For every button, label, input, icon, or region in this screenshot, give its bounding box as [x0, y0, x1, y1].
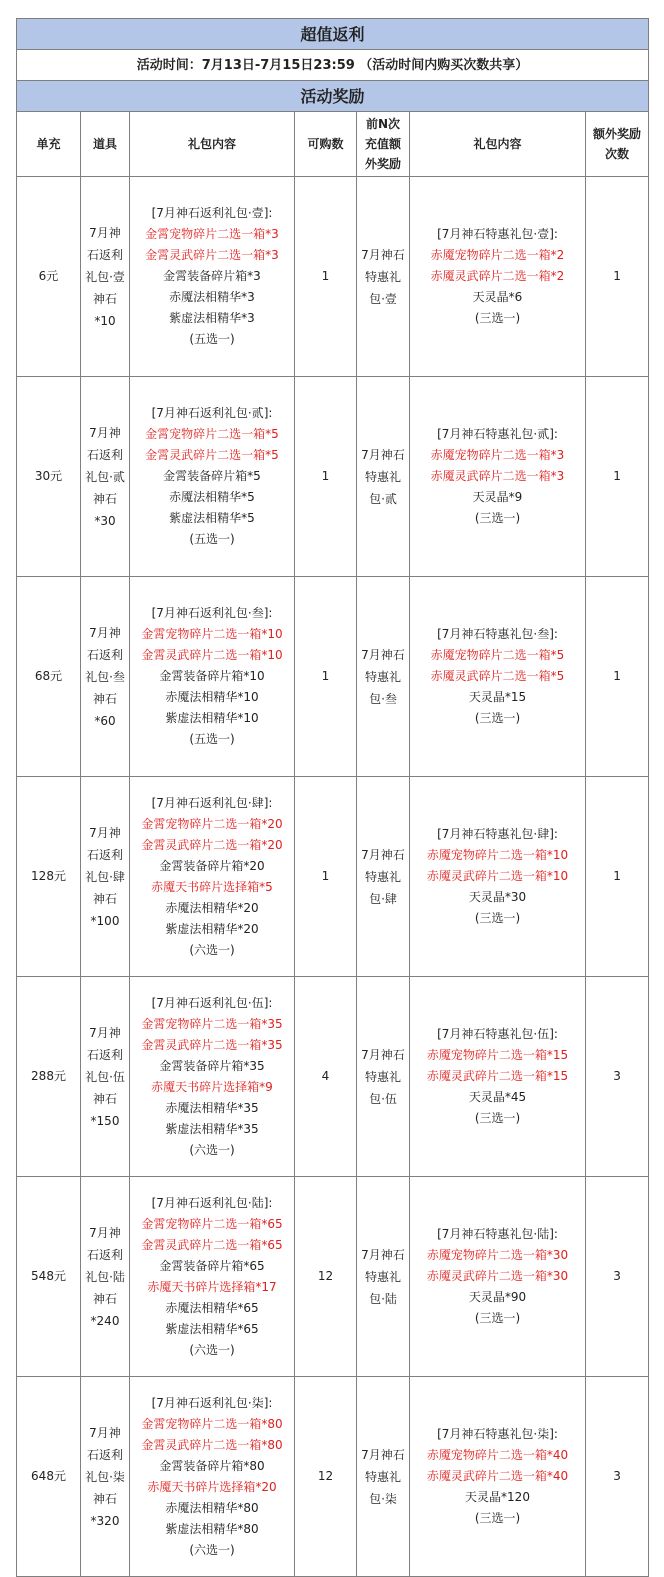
content-line: 金霄灵武碎片二选一箱*65 [141, 1237, 283, 1252]
content-line: (五选一) [189, 732, 235, 746]
extra-content-line: 赤魇宠物碎片二选一箱*15 [426, 1048, 569, 1062]
extra-cell [357, 377, 410, 577]
content-line: (六选一) [189, 942, 235, 957]
content-line: 金霄灵武碎片二选一箱*10 [141, 648, 283, 662]
limit-cell: 1 [295, 777, 357, 977]
content-line: 赤魇天书碎片选择箱*20 [147, 1479, 277, 1494]
price-cell: 288元 [17, 977, 81, 1177]
extra-times-cell: 1 [586, 177, 649, 377]
extra-content-line: [7月神石特惠礼包·柒]: [437, 1427, 558, 1441]
extra-content-line: (三选一) [474, 1511, 521, 1525]
price-cell: 30元 [17, 377, 81, 577]
extra-content-cell [410, 1377, 586, 1577]
extra-name: 7月神石特惠礼包·叁 [361, 647, 405, 706]
extra-content-line: 赤魇宠物碎片二选一箱*40 [426, 1448, 569, 1462]
content-line: 金霄装备碎片箱*10 [159, 669, 265, 683]
price-cell: 68元 [17, 577, 81, 777]
price-cell: 6元 [17, 177, 81, 377]
content-line: 金霄灵武碎片二选一箱*80 [141, 1437, 283, 1452]
content-line: 紫虚法相精华*65 [165, 1321, 259, 1336]
limit-cell: 12 [295, 1377, 357, 1577]
extra-content-line: 天灵晶*90 [468, 1290, 527, 1304]
content-cell [130, 577, 295, 777]
limit-cell: 1 [295, 377, 357, 577]
header-content: 礼包内容 [130, 112, 295, 177]
content-line: 赤魇法相精华*80 [165, 1500, 259, 1515]
item-cell [81, 977, 130, 1177]
limit-cell: 1 [295, 577, 357, 777]
extra-cell [357, 1177, 410, 1377]
content-line: 赤魇法相精华*35 [165, 1100, 259, 1115]
extra-content-line: 赤魇宠物碎片二选一箱*30 [426, 1248, 569, 1262]
extra-times-cell: 1 [586, 777, 649, 977]
content-line: 金霄灵武碎片二选一箱*20 [141, 837, 283, 852]
item-cell [81, 1177, 130, 1377]
page-title: 超值返利 [17, 19, 649, 50]
content-line: [7月神石返利礼包·陆]: [151, 1195, 273, 1210]
extra-content-line: 赤魇灵武碎片二选一箱*10 [426, 869, 569, 883]
content-line: 金霄宠物碎片二选一箱*65 [141, 1216, 283, 1231]
content-line: 紫虚法相精华*20 [165, 921, 259, 936]
limit-cell: 4 [295, 977, 357, 1177]
extra-content-line: 天灵晶*120 [465, 1490, 530, 1504]
extra-content-line: 赤魇灵武碎片二选一箱*2 [430, 269, 565, 283]
content-line: 金霄宠物碎片二选一箱*3 [145, 227, 279, 241]
extra-times-cell: 1 [586, 377, 649, 577]
section-title: 活动奖励 [17, 81, 649, 112]
extra-content-line: 赤魇宠物碎片二选一箱*3 [430, 448, 565, 462]
extra-content-line: [7月神石特惠礼包·叁]: [437, 627, 558, 641]
content-line: (五选一) [189, 332, 235, 346]
content-line: (五选一) [189, 532, 235, 546]
header-recharge: 单充 [17, 112, 81, 177]
extra-content-line: 赤魇宠物碎片二选一箱*5 [430, 648, 565, 662]
header-row [17, 112, 649, 177]
extra-content-line: (三选一) [474, 1311, 521, 1325]
content-line: 紫虚法相精华*35 [165, 1121, 259, 1136]
extra-content-line: (三选一) [474, 911, 521, 925]
extra-content-cell [410, 1177, 586, 1377]
content-cell [130, 1377, 295, 1577]
content-line: [7月神石返利礼包·伍]: [151, 995, 273, 1010]
extra-content-line: [7月神石特惠礼包·陆]: [437, 1227, 558, 1241]
extra-content-cell [410, 377, 586, 577]
extra-name: 7月神石特惠礼包·肆 [361, 847, 405, 906]
table-row [17, 1377, 649, 1577]
content-line: 赤魇法相精华*20 [165, 900, 259, 915]
content-line: 赤魇天书碎片选择箱*17 [147, 1279, 277, 1294]
price-cell: 128元 [17, 777, 81, 977]
item-cell [81, 777, 130, 977]
header-extra [357, 112, 410, 177]
extra-content-line: 天灵晶*9 [472, 490, 523, 504]
content-cell [130, 1177, 295, 1377]
content-line: 金霄宠物碎片二选一箱*35 [141, 1016, 283, 1031]
content-line: 紫虚法相精华*10 [165, 711, 259, 725]
content-line: (六选一) [189, 1142, 235, 1157]
content-line: 赤魇天书碎片选择箱*5 [151, 879, 273, 894]
extra-times-cell: 3 [586, 977, 649, 1177]
extra-times-cell: 3 [586, 1377, 649, 1577]
extra-cell [357, 1377, 410, 1577]
extra-content-line: 天灵晶*45 [468, 1090, 527, 1104]
table-row [17, 577, 649, 777]
extra-name: 7月神石特惠礼包·柒 [361, 1447, 405, 1506]
item-cell [81, 1377, 130, 1577]
content-line: 金霄灵武碎片二选一箱*35 [141, 1037, 283, 1052]
content-line: 金霄装备碎片箱*35 [159, 1058, 265, 1073]
table-row [17, 1177, 649, 1377]
content-line: 金霄灵武碎片二选一箱*5 [145, 448, 279, 462]
item-cell [81, 377, 130, 577]
price-cell: 648元 [17, 1377, 81, 1577]
header-extra-text: 前N次充值额外奖励 [364, 117, 401, 171]
content-cell [130, 177, 295, 377]
extra-name: 7月神石特惠礼包·陆 [361, 1247, 405, 1306]
content-line: 金霄宠物碎片二选一箱*20 [141, 816, 283, 831]
extra-content-line: (三选一) [474, 311, 521, 325]
item-name: 7月神石返利礼包·贰神石*30 [85, 425, 125, 528]
item-cell [81, 177, 130, 377]
extra-name: 7月神石特惠礼包·伍 [361, 1047, 405, 1106]
extra-content-line: [7月神石特惠礼包·伍]: [437, 1027, 558, 1041]
table-row [17, 177, 649, 377]
table-row [17, 977, 649, 1177]
content-line: 赤魇法相精华*3 [169, 290, 255, 304]
content-cell [130, 377, 295, 577]
extra-content-line: 赤魇宠物碎片二选一箱*10 [426, 848, 569, 862]
table-row [17, 777, 649, 977]
item-name: 7月神石返利礼包·叁神石*60 [85, 625, 125, 728]
content-line: 金霄宠物碎片二选一箱*5 [145, 427, 279, 441]
content-line: [7月神石返利礼包·壹]: [151, 206, 273, 220]
activity-time: 活动时间：7月13日-7月15日23:59 （活动时间内购买次数共享） [17, 50, 649, 81]
content-line: 金霄灵武碎片二选一箱*3 [145, 248, 279, 262]
content-line: [7月神石返利礼包·肆]: [151, 795, 273, 810]
extra-times-cell: 1 [586, 577, 649, 777]
content-line: (六选一) [189, 1542, 235, 1557]
extra-content-line: [7月神石特惠礼包·壹]: [437, 227, 558, 241]
extra-content-line: 赤魇灵武碎片二选一箱*5 [430, 669, 565, 683]
header-limit: 可购数 [295, 112, 357, 177]
extra-content-line: [7月神石特惠礼包·肆]: [437, 827, 558, 841]
item-cell [81, 577, 130, 777]
content-line: 紫虚法相精华*80 [165, 1521, 259, 1536]
extra-content-line: (三选一) [474, 511, 521, 525]
item-name: 7月神石返利礼包·肆神石*100 [85, 825, 125, 928]
item-name: 7月神石返利礼包·伍神石*150 [85, 1025, 125, 1128]
content-line: 赤魇法相精华*10 [165, 690, 259, 704]
extra-content-cell [410, 177, 586, 377]
content-line: [7月神石返利礼包·柒]: [151, 1395, 273, 1410]
extra-content-line: 赤魇灵武碎片二选一箱*3 [430, 469, 565, 483]
extra-cell [357, 577, 410, 777]
extra-content-line: (三选一) [474, 1111, 521, 1125]
extra-content-line: 赤魇宠物碎片二选一箱*2 [430, 248, 565, 262]
extra-content-line: 赤魇灵武碎片二选一箱*40 [426, 1469, 569, 1483]
limit-cell: 12 [295, 1177, 357, 1377]
extra-cell [357, 977, 410, 1177]
content-line: 赤魇法相精华*65 [165, 1300, 259, 1315]
content-line: 赤魇天书碎片选择箱*9 [151, 1079, 273, 1094]
extra-name: 7月神石特惠礼包·贰 [361, 447, 405, 506]
content-line: 金霄装备碎片箱*80 [159, 1458, 265, 1473]
extra-cell [357, 177, 410, 377]
content-line: 紫虚法相精华*3 [169, 311, 255, 325]
content-line: 金霄装备碎片箱*3 [163, 269, 261, 283]
extra-content-line: 天灵晶*30 [468, 890, 527, 904]
header-extra-content: 礼包内容 [410, 112, 586, 177]
content-cell [130, 777, 295, 977]
content-line: 金霄宠物碎片二选一箱*80 [141, 1416, 283, 1431]
content-line: [7月神石返利礼包·贰]: [151, 406, 273, 420]
content-cell [130, 977, 295, 1177]
content-line: 赤魇法相精华*5 [169, 490, 255, 504]
content-line: (六选一) [189, 1342, 235, 1357]
extra-content-cell [410, 977, 586, 1177]
content-line: [7月神石返利礼包·叁]: [151, 606, 273, 620]
extra-cell [357, 777, 410, 977]
header-item: 道具 [81, 112, 130, 177]
extra-content-line: 赤魇灵武碎片二选一箱*30 [426, 1269, 569, 1283]
item-name: 7月神石返利礼包·壹神石*10 [85, 225, 125, 328]
header-extra-times-text: 额外奖励次数 [593, 127, 642, 161]
extra-content-line: 天灵晶*15 [468, 690, 527, 704]
extra-content-line: 天灵晶*6 [472, 290, 523, 304]
content-line: 金霄装备碎片箱*5 [163, 469, 261, 483]
extra-content-line: (三选一) [474, 711, 521, 725]
extra-content-cell [410, 577, 586, 777]
extra-times-cell: 3 [586, 1177, 649, 1377]
extra-content-cell [410, 777, 586, 977]
extra-content-line: 赤魇灵武碎片二选一箱*15 [426, 1069, 569, 1083]
content-line: 金霄宠物碎片二选一箱*10 [141, 627, 283, 641]
table-row [17, 377, 649, 577]
extra-content-line: [7月神石特惠礼包·贰]: [437, 427, 558, 441]
content-line: 紫虚法相精华*5 [169, 511, 255, 525]
extra-name: 7月神石特惠礼包·壹 [361, 247, 405, 306]
price-cell: 548元 [17, 1177, 81, 1377]
header-extra-times [586, 112, 649, 177]
content-line: 金霄装备碎片箱*65 [159, 1258, 265, 1273]
limit-cell: 1 [295, 177, 357, 377]
content-line: 金霄装备碎片箱*20 [159, 858, 265, 873]
item-name: 7月神石返利礼包·陆神石*240 [85, 1225, 125, 1328]
rebate-table [16, 18, 649, 1577]
item-name: 7月神石返利礼包·柒神石*320 [85, 1425, 125, 1528]
